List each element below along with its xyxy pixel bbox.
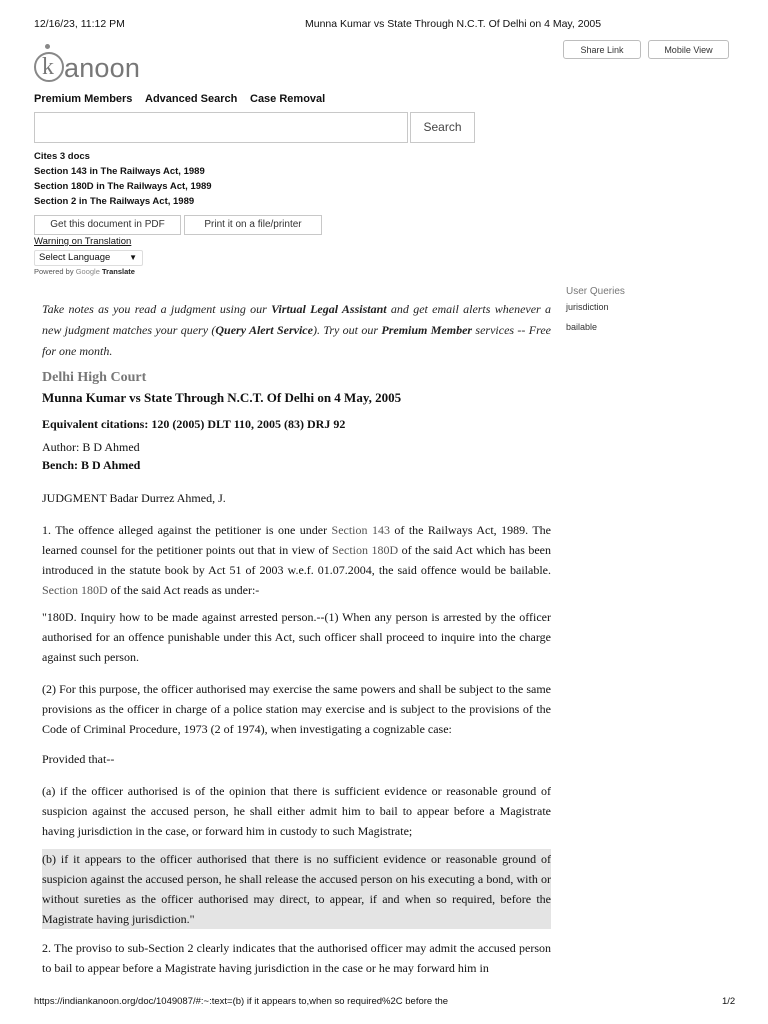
cite-link[interactable]: Section 2 in The Railways Act, 1989 xyxy=(34,196,195,207)
nav-advanced-search[interactable]: Advanced Search xyxy=(145,93,238,105)
paragraph-clause-a: (a) if the officer authorised is of the opinion that there is sufficient evidence or reasonable ground of suspicion against the accused person, he shall either admit him to bail to appear before a Magistrate having jurisdiction in the case, or forward him in custody to such Magistrate; xyxy=(42,784,551,838)
premium-member-link[interactable]: Premium Member xyxy=(381,323,473,337)
section-143-link[interactable]: Section 143 xyxy=(331,523,390,537)
section-180d-link[interactable]: Section 180D xyxy=(42,583,108,597)
court-name: Delhi High Court xyxy=(42,370,147,385)
equivalent-citations: Equivalent citations: 120 (2005) DLT 110, 2005 (83) DRJ 92 xyxy=(42,417,346,431)
logo-k-mark: k xyxy=(34,52,64,82)
translate-link[interactable]: Translate xyxy=(101,267,135,276)
paragraph-clause-2: (2) For this purpose, the officer authorised may exercise the same powers and shall be subject to the same provisions as the officer in charge of a police station may exercise and is subject to the provisions of the Code of Criminal Procedure, 1973 (2 of 1974), when investigating a cognizable case: xyxy=(42,682,551,736)
paragraph-180d: "180D. Inquiry how to be made against arrested person.--(1) When any person is arrested by the officer authorised for an offence punishable under this Act, such officer shall proceed to inquire into the charge against such person. xyxy=(42,610,551,664)
bench-line: Bench: B D Ahmed xyxy=(42,458,141,472)
author-line: Author: B D Ahmed xyxy=(42,440,140,454)
language-select-value: Select Language xyxy=(39,252,111,263)
nav-case-removal[interactable]: Case Removal xyxy=(250,93,326,105)
share-link-button[interactable]: Share Link xyxy=(563,40,641,59)
print-footer-url: https://indiankanoon.org/doc/1049087/#:~:text=(b) if it appears to,when so required%2C before the xyxy=(34,996,449,1007)
paragraph-provided: Provided that-- xyxy=(42,752,115,766)
warning-on-translation-link[interactable]: Warning on Translation xyxy=(34,236,132,247)
paragraph-1: 1. The offence alleged against the petitioner is one under Section 143 of the Railways Act, 1989. The learned counsel for the petitioner points out that in view of Section 180D of the said Act which has been introduced in the statute book by Act 51 of 2003 w.e.f. 01.07.2004, the said offence would be bailable. Section 180D of the said Act reads as under:- xyxy=(42,523,551,597)
user-queries-heading: User Queries xyxy=(566,286,625,297)
query-alert-service-link[interactable]: Query Alert Service xyxy=(215,323,313,337)
print-button[interactable]: Print it on a file/printer xyxy=(184,215,322,235)
get-pdf-button[interactable]: Get this document in PDF xyxy=(34,215,181,235)
kanoon-logo[interactable] xyxy=(34,44,149,86)
chevron-down-icon: ▼ xyxy=(129,253,137,262)
paragraph-2: 2. The proviso to sub-Section 2 clearly indicates that the authorised officer may admit the accused person to bail to appear before a Magistrate having jurisdiction in the case or he may forward him in xyxy=(42,941,551,975)
cite-link[interactable]: Section 143 in The Railways Act, 1989 xyxy=(34,166,205,177)
cites-heading: Cites 3 docs xyxy=(34,151,90,162)
google-logo: Google xyxy=(75,267,100,276)
promo-text: Take notes as you read a judgment using our Virtual Legal Assistant and get email alerts whenever a new judgment matches your query (Query Alert Service). Try out our Premium Member services -- Free for one month. xyxy=(42,302,552,358)
judgment-line: JUDGMENT Badar Durrez Ahmed, J. xyxy=(42,491,226,505)
search-button[interactable]: Search xyxy=(410,112,475,143)
print-page-number: 1/2 xyxy=(722,996,736,1007)
logo-dot xyxy=(45,44,50,49)
cite-link[interactable]: Section 180D in The Railways Act, 1989 xyxy=(34,181,212,192)
section-180d-link[interactable]: Section 180D xyxy=(332,543,399,557)
language-select[interactable] xyxy=(34,250,143,266)
logo-wordmark: anoon xyxy=(64,53,141,83)
search-input[interactable] xyxy=(34,112,408,143)
print-page-title: Munna Kumar vs State Through N.C.T. Of Delhi on 4 May, 2005 xyxy=(305,18,602,30)
user-query-link[interactable]: bailable xyxy=(566,322,598,332)
mobile-view-button[interactable]: Mobile View xyxy=(648,40,729,59)
document-title: Munna Kumar vs State Through N.C.T. Of Delhi on 4 May, 2005 xyxy=(42,390,402,405)
nav-premium-members[interactable]: Premium Members xyxy=(34,93,133,105)
virtual-legal-assistant-link[interactable]: Virtual Legal Assistant xyxy=(271,302,387,316)
print-datetime: 12/16/23, 11:12 PM xyxy=(34,18,125,30)
powered-by-google: Powered by Google Translate xyxy=(34,267,135,276)
user-query-link[interactable]: jurisdiction xyxy=(566,302,609,312)
paragraph-clause-b-highlighted: (b) if it appears to the officer authorised that there is no sufficient evidence or reasonable ground of suspicion against the accused person, he shall release the accused person on his executing a bond, with or without sureties as the officer authorised may direct, to appear, if and when so required, before the Magistrate having jurisdiction." xyxy=(42,849,551,929)
